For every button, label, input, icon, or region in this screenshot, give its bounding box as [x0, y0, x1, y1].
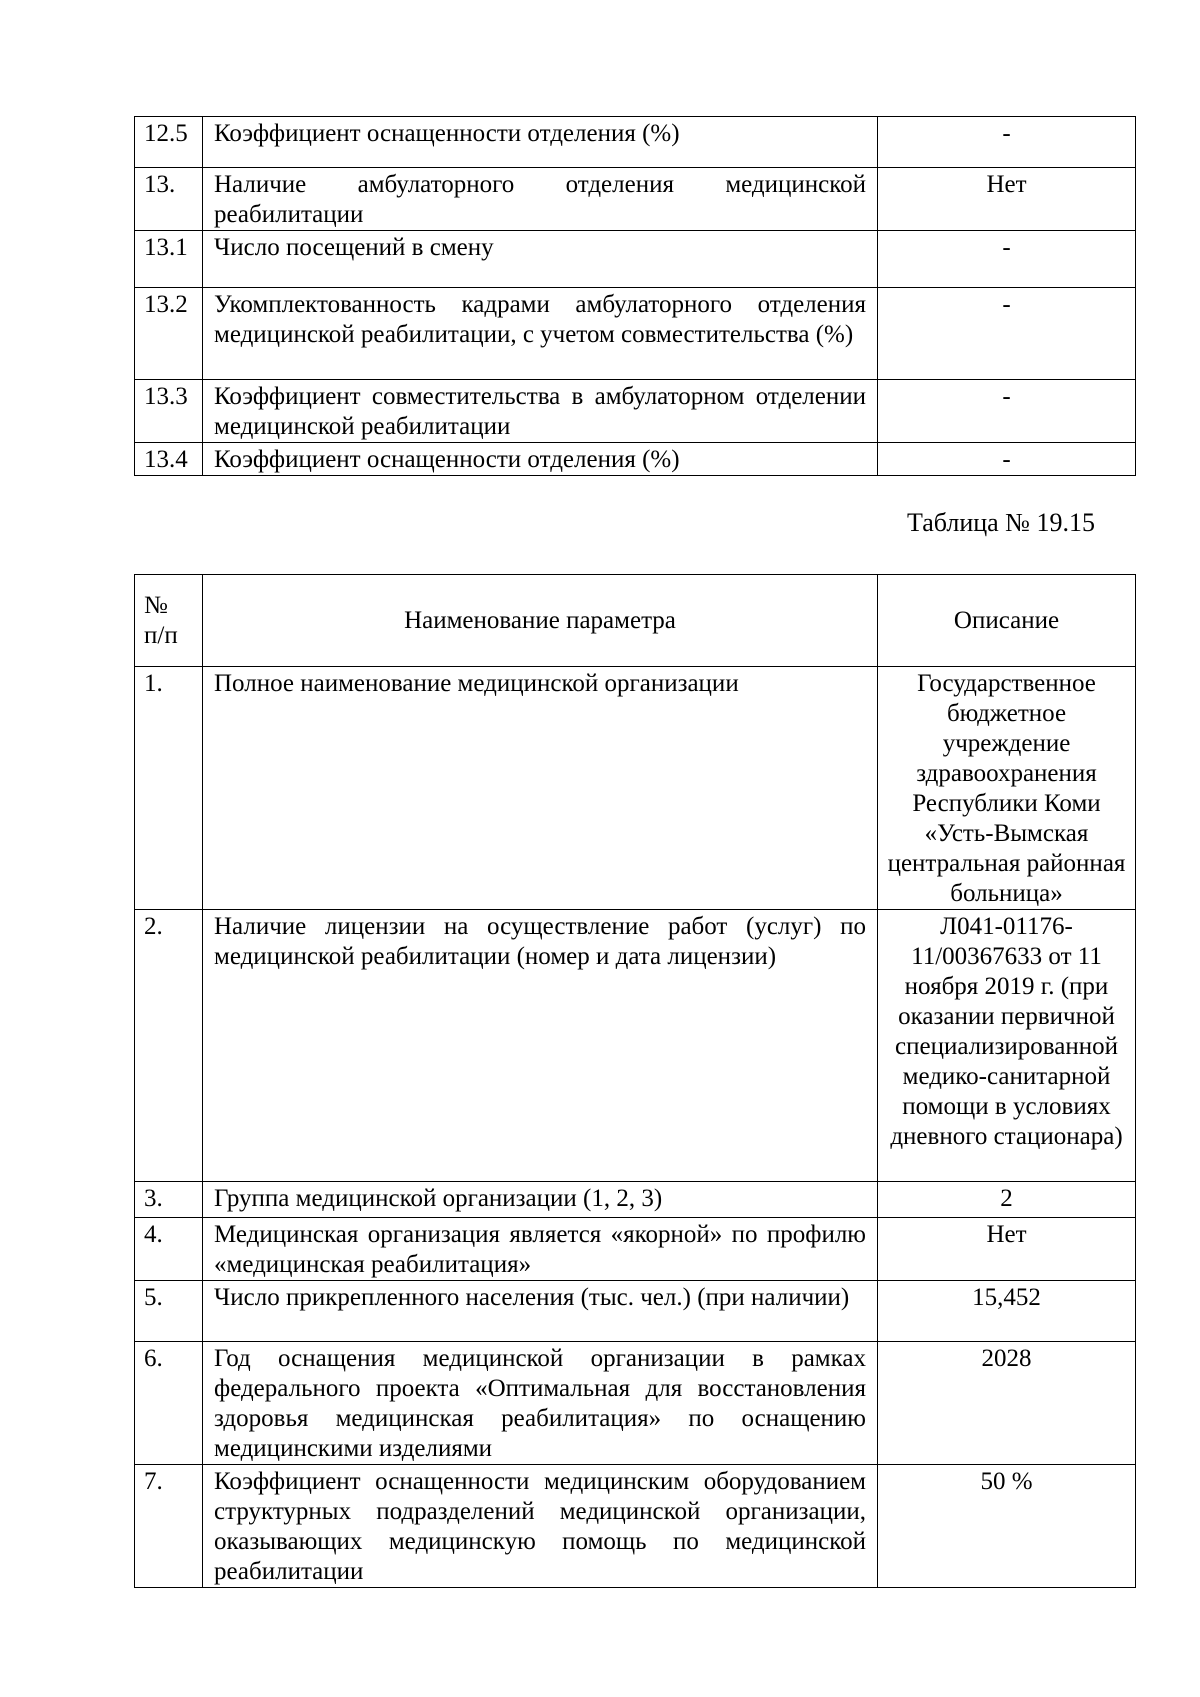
table-row	[135, 168, 1136, 231]
parameter-value: Нет	[878, 168, 1136, 231]
table-header-row	[135, 575, 1136, 667]
row-number: 12.5	[135, 117, 203, 168]
table-row	[135, 380, 1136, 443]
parameter-name: Полное наименование медицинской организации	[203, 667, 878, 910]
parameter-name: Коэффициент совместительства в амбулаторном отделении медицинской реабилитации	[203, 380, 878, 443]
parameter-value: 50 %	[878, 1465, 1136, 1588]
organization-parameters-table	[134, 574, 1136, 1588]
row-number: 3.	[135, 1182, 203, 1218]
header-number-abbr: п/п	[144, 621, 178, 649]
row-number: 13.4	[135, 443, 203, 476]
table-row	[135, 288, 1136, 380]
row-number: 5.	[135, 1281, 203, 1342]
row-number: 4.	[135, 1218, 203, 1281]
parameter-value: Нет	[878, 1218, 1136, 1281]
parameter-value: Л041-01176-11/00367633 от 11 ноября 2019 г. (при оказании первичной специализированной медико-санитарной помощи в условиях дневного стационара)	[878, 910, 1136, 1182]
header-number	[135, 575, 203, 667]
table-row	[135, 1182, 1136, 1218]
parameter-value: -	[878, 443, 1136, 476]
table-row	[135, 443, 1136, 476]
parameter-name: Год оснащения медицинской организации в рамках федерального проекта «Оптимальная для восстановления здоровья медицинская реабилитация» по оснащению медицинскими изделиями	[203, 1342, 878, 1465]
row-number: 1.	[135, 667, 203, 910]
header-description: Описание	[878, 575, 1136, 667]
parameter-value: -	[878, 380, 1136, 443]
table-row	[135, 231, 1136, 288]
parameter-value: Государственное бюджетное учреждение здравоохранения Республики Коми «Усть-Вымская центральная районная больница»	[878, 667, 1136, 910]
table-row	[135, 667, 1136, 910]
table-row	[135, 117, 1136, 168]
parameter-value: -	[878, 288, 1136, 380]
parameter-name: Укомплектованность кадрами амбулаторного отделения медицинской реабилитации, с учетом совместительства (%)	[203, 288, 878, 380]
parameter-name: Число посещений в смену	[203, 231, 878, 288]
row-number: 13.3	[135, 380, 203, 443]
parameter-value: -	[878, 117, 1136, 168]
row-number: 13.1	[135, 231, 203, 288]
row-number: 13.	[135, 168, 203, 231]
parameter-name: Число прикрепленного населения (тыс. чел.) (при наличии)	[203, 1281, 878, 1342]
parameter-value: 2	[878, 1182, 1136, 1218]
parameter-name: Наличие амбулаторного отделения медицинской реабилитации	[203, 168, 878, 231]
row-number: 7.	[135, 1465, 203, 1588]
header-parameter-name: Наименование параметра	[203, 575, 878, 667]
parameter-value: -	[878, 231, 1136, 288]
parameter-name: Коэффициент оснащенности медицинским оборудованием структурных подразделений медицинской организации, оказывающих медицинскую помощь по медицинской реабилитации	[203, 1465, 878, 1588]
parameter-name: Медицинская организация является «якорной» по профилю «медицинская реабилитация»	[203, 1218, 878, 1281]
parameter-name: Коэффициент оснащенности отделения (%)	[203, 443, 878, 476]
row-number: 13.2	[135, 288, 203, 380]
table-row	[135, 1218, 1136, 1281]
header-number-symbol: №	[144, 591, 168, 619]
table-row	[135, 910, 1136, 1182]
parameter-name: Наличие лицензии на осуществление работ (услуг) по медицинской реабилитации (номер и дата лицензии)	[203, 910, 878, 1182]
parameter-value: 15,452	[878, 1281, 1136, 1342]
parameter-value: 2028	[878, 1342, 1136, 1465]
table-row	[135, 1342, 1136, 1465]
table-row	[135, 1465, 1136, 1588]
row-number: 2.	[135, 910, 203, 1182]
row-number: 6.	[135, 1342, 203, 1465]
parameter-name: Группа медицинской организации (1, 2, 3)	[203, 1182, 878, 1218]
table-caption: Таблица № 19.15	[906, 508, 1095, 537]
continued-parameters-table	[134, 116, 1136, 476]
table-row	[135, 1281, 1136, 1342]
parameter-name: Коэффициент оснащенности отделения (%)	[203, 117, 878, 168]
